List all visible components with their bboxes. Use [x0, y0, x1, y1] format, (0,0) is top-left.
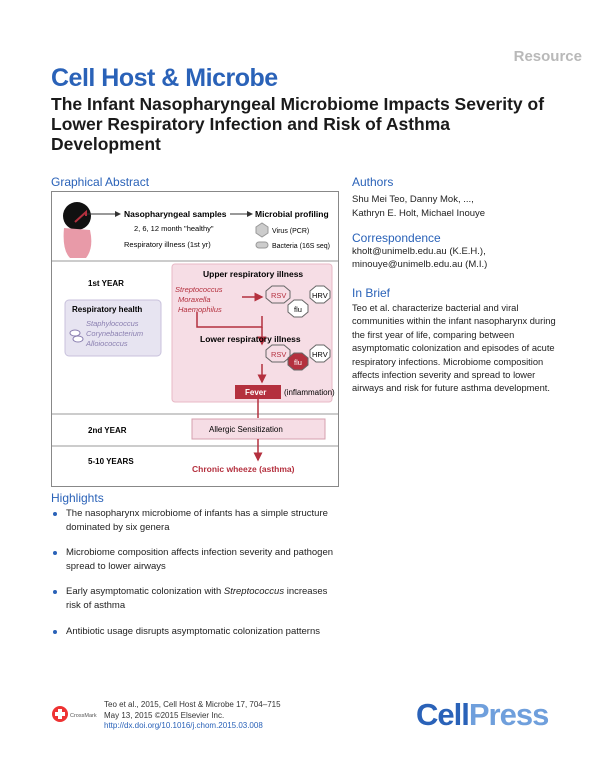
cellpress-logo: CellPress	[416, 697, 549, 732]
allergic-label: Allergic Sensitization	[209, 425, 283, 434]
health-taxon-2: Corynebacterium	[86, 329, 144, 338]
bacteria-label: Bacteria (16S seq)	[272, 243, 330, 250]
upper-illness-label: Upper respiratory illness	[203, 269, 304, 279]
flu-upper-label: flu	[294, 305, 302, 314]
crossmark-icon	[51, 703, 97, 725]
authors-line-2: Kathryn E. Holt, Michael Inouye	[352, 208, 486, 219]
health-taxon-3: Alloiococcus	[86, 339, 128, 348]
second-year-label: 2nd YEAR	[88, 426, 127, 435]
samples-label: Nasopharyngeal samples	[124, 209, 227, 219]
illness-samples-label: Respiratory illness (1st yr)	[124, 240, 211, 249]
first-year-label: 1st YEAR	[88, 279, 124, 288]
bullet-icon	[53, 590, 57, 594]
citation-footer	[104, 700, 281, 732]
bullet-icon	[53, 630, 57, 634]
respiratory-health-label: Respiratory health	[72, 305, 143, 314]
highlight-item: Microbiome composition affects infection severity and pathogen spread to lower airways	[51, 546, 341, 573]
pathogen-taxon-1: Streptococcus	[175, 285, 223, 294]
crossmark-label: CrossMark	[70, 713, 97, 719]
graphical-abstract-heading: Graphical Abstract	[51, 175, 150, 189]
virus-icon	[256, 223, 268, 237]
graphical-abstract	[51, 191, 339, 487]
highlight-item: The nasopharynx microbiome of infants has a simple structure dominated by six genera	[51, 507, 341, 534]
citation: Teo et al., 2015, Cell Host & Microbe 17, 704–715	[104, 700, 281, 709]
in-brief-heading: In Brief	[352, 286, 391, 300]
email-2[interactable]: minouye@unimelb.edu.au (M.I.)	[352, 259, 488, 270]
graphical-abstract-figure	[52, 192, 338, 486]
later-years-label: 5-10 YEARS	[88, 457, 134, 466]
inflammation-label: (inflammation)	[284, 388, 335, 397]
crossmark-logo[interactable]	[51, 703, 97, 725]
authors-list	[352, 193, 572, 221]
email-1[interactable]: kholt@unimelb.edu.au (K.E.H.),	[352, 246, 486, 257]
highlight-item: Early asymptomatic colonization with Streptococcus increases risk of asthma	[51, 585, 341, 612]
hrv-upper-label: HRV	[312, 291, 328, 300]
infant-silhouette-icon	[63, 202, 91, 258]
flu-lower-label: flu	[294, 358, 302, 367]
lower-illness-label: Lower respiratory illness	[200, 334, 301, 344]
doi-link[interactable]: http://dx.doi.org/10.1016/j.chom.2015.03.008	[104, 721, 263, 730]
chronic-wheeze-label: Chronic wheeze (asthma)	[192, 464, 295, 474]
bacteria-icon	[256, 242, 268, 248]
highlights-list	[51, 507, 341, 650]
publication-date: May 13, 2015 ©2015 Elsevier Inc.	[104, 710, 225, 720]
virus-label: Virus (PCR)	[272, 228, 310, 235]
health-taxon-1: Staphylococcus	[86, 319, 139, 328]
authors-line-1: Shu Mei Teo, Danny Mok, ...,	[352, 194, 474, 205]
correspondence-heading: Correspondence	[352, 231, 441, 245]
highlight-item: Antibiotic usage disrupts asymptomatic colonization patterns	[51, 625, 341, 639]
pathogen-taxon-2: Moraxella	[178, 295, 211, 304]
rsv-upper-label: RSV	[271, 291, 287, 300]
healthy-samples-label: 2, 6, 12 month "healthy"	[134, 224, 214, 233]
fever-label: Fever	[245, 388, 267, 397]
pathogen-taxon-3: Haemophilus	[178, 305, 222, 314]
journal-name: Cell Host & Microbe	[51, 64, 278, 92]
authors-heading: Authors	[352, 175, 394, 189]
hrv-lower-label: HRV	[312, 350, 328, 359]
article-category: Resource	[513, 48, 582, 65]
correspondence-emails	[352, 245, 487, 271]
bullet-icon	[53, 512, 57, 516]
bullet-icon	[53, 551, 57, 555]
in-brief-text: Teo et al. characterize bacterial and viral communities within the infant nasopharynx during the first year of life, comparing between asymptomatic colonization and episodes of acute respiratory infections. Microbiome composition affects infection severity and spread to lower airways and risk for future asthma development.	[352, 303, 556, 394]
profiling-label: Microbial profiling	[255, 209, 329, 219]
article-title: The Infant Nasopharyngeal Microbiome Impacts Severity of Lower Respiratory Infection and Risk of Asthma Development	[51, 94, 545, 154]
highlights-heading: Highlights	[51, 491, 104, 505]
rsv-lower-label: RSV	[271, 350, 287, 359]
